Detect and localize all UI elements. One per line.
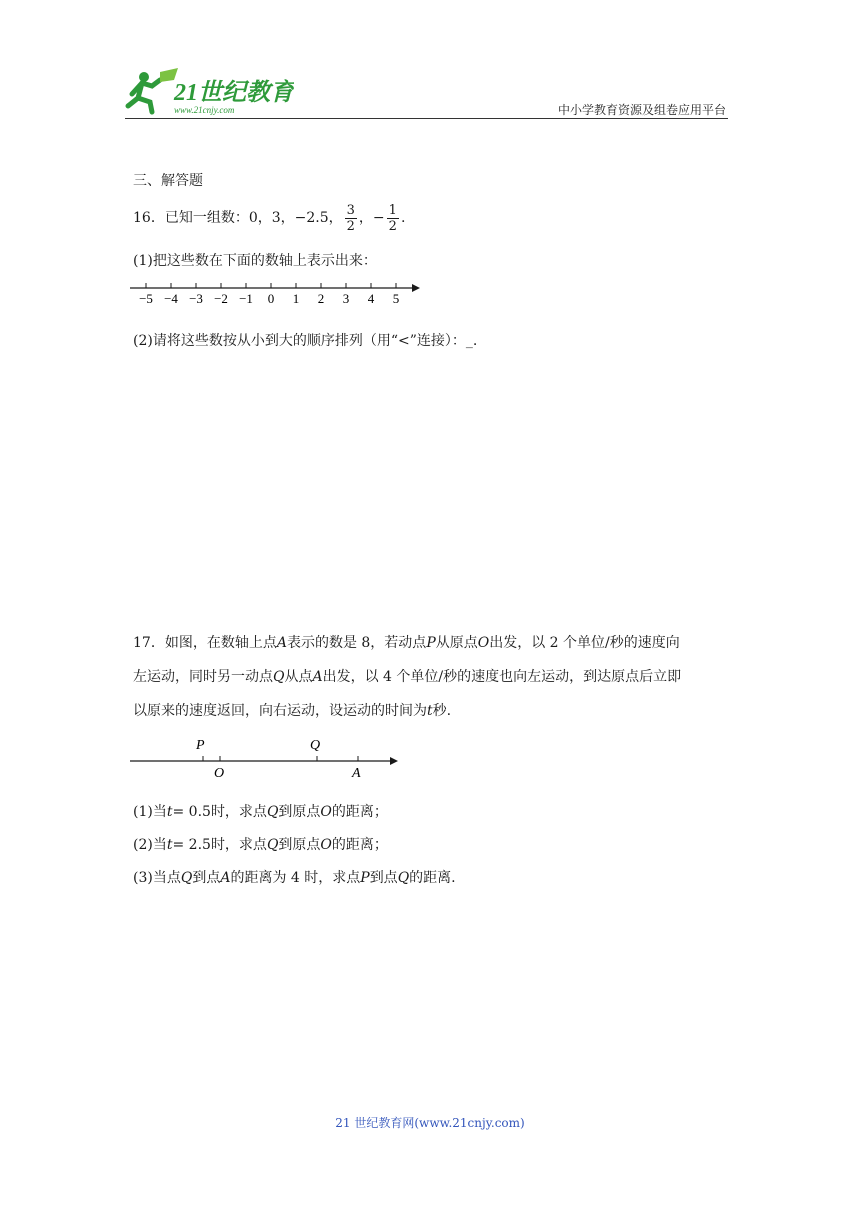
var-t: t bbox=[427, 703, 433, 719]
text: 的距离； bbox=[331, 837, 388, 853]
frac-denominator: 2 bbox=[388, 218, 397, 234]
var-t: t bbox=[166, 804, 173, 820]
label-Q: Q bbox=[310, 738, 321, 753]
q17-line2 bbox=[133, 666, 681, 686]
q17-line3 bbox=[133, 700, 451, 720]
q16-prefix: 16．已知一组数：0，3， bbox=[133, 210, 295, 226]
q16-number-line bbox=[128, 278, 428, 308]
var-P: P bbox=[426, 635, 436, 651]
q16-neg25: −2.5 bbox=[294, 210, 329, 226]
frac-numerator: 1 bbox=[388, 202, 397, 218]
axis-arrow-icon bbox=[390, 757, 398, 765]
var-Q: Q bbox=[273, 669, 285, 685]
label-O: O bbox=[214, 766, 225, 781]
text: 以原来的速度返回，向右运动，设运动的时间为 bbox=[133, 703, 427, 719]
axis-arrow-icon bbox=[412, 284, 420, 292]
frac-numerator: 3 bbox=[346, 202, 355, 218]
text: (3)当点 bbox=[133, 870, 181, 886]
var-Q: Q bbox=[266, 804, 279, 820]
text: 到原点 bbox=[278, 837, 321, 853]
tick-label: −3 bbox=[189, 291, 203, 306]
text: 出发，以 2 个单位/秒的速度向 bbox=[489, 635, 680, 651]
text: 的距离. bbox=[409, 870, 456, 886]
q16-fraction-3-2 bbox=[345, 203, 357, 234]
text: (2)当 bbox=[133, 837, 167, 853]
var-A: A bbox=[312, 669, 323, 685]
text: 到原点 bbox=[278, 804, 321, 820]
text: 时，求点 bbox=[210, 804, 267, 820]
text: 出发，以 4 个单位/秒的速度也向左运动，到达原点后立即 bbox=[322, 669, 682, 685]
q16-end: . bbox=[400, 210, 406, 226]
q17-sub3 bbox=[133, 867, 456, 887]
tick-label: 4 bbox=[367, 291, 375, 306]
text: (1)当 bbox=[133, 804, 167, 820]
tick-label: −2 bbox=[214, 291, 228, 306]
q16-fraction-1-2 bbox=[387, 203, 399, 234]
text: 的距离为 4 时，求点 bbox=[230, 870, 361, 886]
tick-label: 2 bbox=[317, 291, 325, 306]
runner-logo-icon bbox=[128, 68, 178, 112]
var-P: P bbox=[360, 870, 370, 886]
text: 到点 bbox=[369, 870, 398, 886]
q17-line1 bbox=[133, 632, 680, 652]
q16-part1: (1)把这些数在下面的数轴上表示出来： bbox=[133, 253, 377, 269]
var-Q: Q bbox=[266, 837, 279, 853]
logo-text: 21世纪教育 bbox=[174, 80, 294, 106]
label-A: A bbox=[352, 766, 361, 781]
footer-text: 21 世纪教育网(www.21cnjy.com) bbox=[335, 1116, 525, 1130]
var-Q: Q bbox=[180, 870, 193, 886]
q17-sub1 bbox=[133, 801, 388, 821]
text: 表示的数是 8，若动点 bbox=[286, 635, 427, 651]
q17-sub2 bbox=[133, 834, 388, 854]
platform-name: 中小学教育资源及组卷应用平台 bbox=[557, 103, 726, 117]
text: 17．如图，在数轴上点 bbox=[133, 635, 277, 651]
tick-label: 0 bbox=[267, 291, 275, 306]
text: 的距离； bbox=[331, 804, 388, 820]
var-A: A bbox=[276, 635, 287, 651]
q16-sep: ， bbox=[358, 210, 373, 226]
var-O: O bbox=[320, 837, 332, 853]
text: 从原点 bbox=[435, 635, 478, 651]
tick-label: −4 bbox=[164, 291, 178, 306]
section-title: 三、解答题 bbox=[133, 173, 203, 189]
tick-label: −5 bbox=[139, 291, 153, 306]
value: = 0.5 bbox=[172, 804, 211, 820]
text: 左运动，同时另一动点 bbox=[133, 669, 273, 685]
tick-label: 3 bbox=[342, 291, 350, 306]
var-Q: Q bbox=[397, 870, 410, 886]
text: 到点 bbox=[192, 870, 221, 886]
logo-url: www.21cnjy.com bbox=[174, 105, 235, 115]
site-logo bbox=[122, 68, 294, 118]
text: 从点 bbox=[284, 669, 313, 685]
tick-label: −1 bbox=[239, 291, 253, 306]
tick-label: 5 bbox=[392, 291, 400, 306]
value: = 2.5 bbox=[172, 837, 211, 853]
q16-stem bbox=[133, 200, 405, 236]
text: 时，求点 bbox=[210, 837, 267, 853]
var-A: A bbox=[220, 870, 231, 886]
var-O: O bbox=[320, 804, 332, 820]
q16-minus: − bbox=[372, 210, 385, 226]
label-P: P bbox=[196, 738, 205, 753]
tick-label: 1 bbox=[292, 291, 300, 306]
q16-part2: (2)请将这些数按从小到大的顺序排列（用“<”连接）：_. bbox=[133, 333, 478, 349]
var-O: O bbox=[477, 635, 490, 651]
var-t: t bbox=[166, 837, 173, 853]
text: 秒. bbox=[432, 703, 452, 719]
q16-sep: ， bbox=[328, 210, 343, 226]
q17-number-line-diagram bbox=[128, 732, 408, 782]
tick-group bbox=[139, 283, 399, 306]
header-divider bbox=[125, 118, 728, 119]
frac-denominator: 2 bbox=[346, 218, 355, 234]
